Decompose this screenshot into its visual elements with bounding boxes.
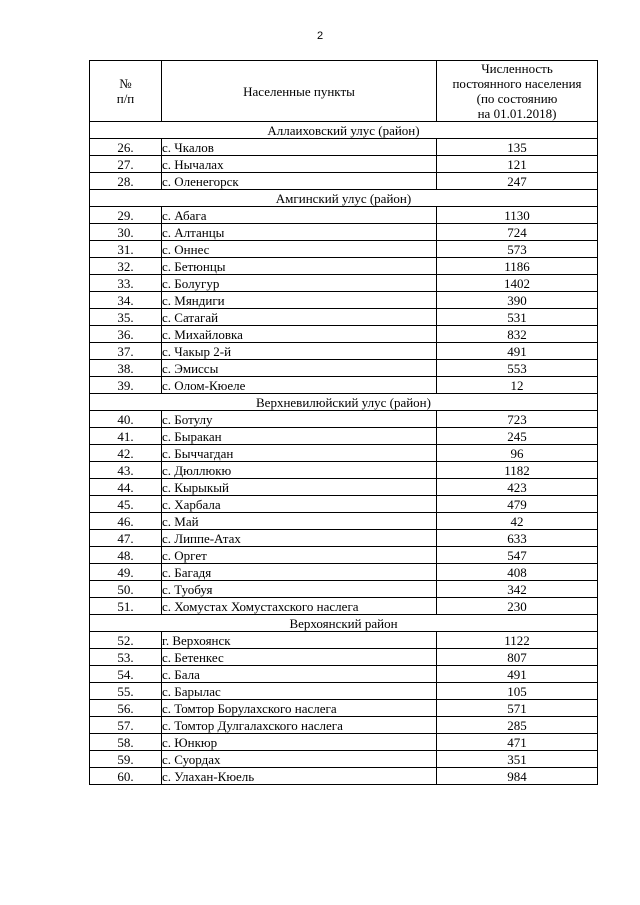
settlement-name: с. Дюллюкю — [162, 462, 437, 479]
population-value: 390 — [437, 292, 598, 309]
population-value: 105 — [437, 683, 598, 700]
settlement-name: с. Томтор Борулахского наслега — [162, 700, 437, 717]
population-value: 408 — [437, 564, 598, 581]
section-row — [90, 615, 598, 632]
row-number: 44. — [90, 479, 162, 496]
row-number: 50. — [90, 581, 162, 598]
section-title: Амгинский улус (район) — [90, 190, 598, 207]
table-row — [90, 139, 598, 156]
row-number: 43. — [90, 462, 162, 479]
settlement-name: с. Мяндиги — [162, 292, 437, 309]
table-row — [90, 428, 598, 445]
population-value: 42 — [437, 513, 598, 530]
population-value: 553 — [437, 360, 598, 377]
population-value: 491 — [437, 666, 598, 683]
table-row — [90, 292, 598, 309]
population-value: 245 — [437, 428, 598, 445]
settlement-name: с. Олом-Кюеле — [162, 377, 437, 394]
population-value: 1186 — [437, 258, 598, 275]
population-value: 547 — [437, 547, 598, 564]
population-value: 121 — [437, 156, 598, 173]
population-value: 96 — [437, 445, 598, 462]
population-value: 12 — [437, 377, 598, 394]
settlement-name: с. Нычалах — [162, 156, 437, 173]
row-number: 36. — [90, 326, 162, 343]
header-population: Численность постоянного населения (по состоянию на 01.01.2018) — [437, 61, 598, 122]
table-row — [90, 326, 598, 343]
table-row — [90, 598, 598, 615]
row-number: 53. — [90, 649, 162, 666]
row-number: 57. — [90, 717, 162, 734]
table-row — [90, 173, 598, 190]
row-number: 42. — [90, 445, 162, 462]
population-value: 471 — [437, 734, 598, 751]
row-number: 55. — [90, 683, 162, 700]
section-title: Верхневилюйский улус (район) — [90, 394, 598, 411]
row-number: 30. — [90, 224, 162, 241]
population-value: 230 — [437, 598, 598, 615]
table-row — [90, 683, 598, 700]
table-row — [90, 343, 598, 360]
settlement-name: с. Бала — [162, 666, 437, 683]
row-number: 31. — [90, 241, 162, 258]
row-number: 38. — [90, 360, 162, 377]
population-value: 723 — [437, 411, 598, 428]
settlement-name: с. Михайловка — [162, 326, 437, 343]
row-number: 33. — [90, 275, 162, 292]
table-row — [90, 649, 598, 666]
table-row — [90, 479, 598, 496]
settlement-name: с. Болугур — [162, 275, 437, 292]
row-number: 59. — [90, 751, 162, 768]
row-number: 26. — [90, 139, 162, 156]
settlement-name: с. Оргет — [162, 547, 437, 564]
table-row — [90, 751, 598, 768]
settlement-name: с. Улахан-Кюель — [162, 768, 437, 785]
section-title: Аллаиховский улус (район) — [90, 122, 598, 139]
table-row — [90, 666, 598, 683]
settlement-name: с. Юнкюр — [162, 734, 437, 751]
row-number: 46. — [90, 513, 162, 530]
table-row — [90, 156, 598, 173]
row-number: 60. — [90, 768, 162, 785]
settlement-name: с. Харбала — [162, 496, 437, 513]
population-value: 1130 — [437, 207, 598, 224]
population-value: 423 — [437, 479, 598, 496]
settlement-name: с. Томтор Дулгалахского наслега — [162, 717, 437, 734]
settlement-name: г. Верхоянск — [162, 632, 437, 649]
row-number: 49. — [90, 564, 162, 581]
section-row — [90, 394, 598, 411]
population-value: 1402 — [437, 275, 598, 292]
row-number: 45. — [90, 496, 162, 513]
row-number: 48. — [90, 547, 162, 564]
settlement-name: с. Липпе-Атах — [162, 530, 437, 547]
row-number: 28. — [90, 173, 162, 190]
settlement-name: с. Май — [162, 513, 437, 530]
table-row — [90, 462, 598, 479]
table-row — [90, 496, 598, 513]
population-value: 1122 — [437, 632, 598, 649]
section-row — [90, 190, 598, 207]
row-number: 58. — [90, 734, 162, 751]
population-value: 571 — [437, 700, 598, 717]
section-title: Верхоянский район — [90, 615, 598, 632]
table-row — [90, 224, 598, 241]
table-row — [90, 564, 598, 581]
table-row — [90, 530, 598, 547]
row-number: 54. — [90, 666, 162, 683]
table-row — [90, 717, 598, 734]
table-row — [90, 411, 598, 428]
row-number: 56. — [90, 700, 162, 717]
row-number: 27. — [90, 156, 162, 173]
row-number: 29. — [90, 207, 162, 224]
header-number: № п/п — [90, 61, 162, 122]
table-row — [90, 445, 598, 462]
population-value: 247 — [437, 173, 598, 190]
row-number: 39. — [90, 377, 162, 394]
settlement-name: с. Быччагдан — [162, 445, 437, 462]
settlement-name: с. Туобуя — [162, 581, 437, 598]
population-table — [89, 60, 598, 785]
population-value: 807 — [437, 649, 598, 666]
table-row — [90, 258, 598, 275]
row-number: 32. — [90, 258, 162, 275]
population-value: 832 — [437, 326, 598, 343]
settlement-name: с. Сатагай — [162, 309, 437, 326]
table-row — [90, 241, 598, 258]
settlement-name: с. Оленегорск — [162, 173, 437, 190]
settlement-name: с. Кырыкый — [162, 479, 437, 496]
settlement-name: с. Эмиссы — [162, 360, 437, 377]
population-value: 491 — [437, 343, 598, 360]
row-number: 37. — [90, 343, 162, 360]
table-row — [90, 734, 598, 751]
settlement-name: с. Бетюнцы — [162, 258, 437, 275]
table-header-row — [90, 61, 598, 122]
row-number: 51. — [90, 598, 162, 615]
section-row — [90, 122, 598, 139]
row-number: 41. — [90, 428, 162, 445]
population-value: 633 — [437, 530, 598, 547]
population-value: 1182 — [437, 462, 598, 479]
settlement-name: с. Чкалов — [162, 139, 437, 156]
population-value: 135 — [437, 139, 598, 156]
settlement-name: с. Бетенкес — [162, 649, 437, 666]
table-row — [90, 700, 598, 717]
table-row — [90, 513, 598, 530]
population-value: 479 — [437, 496, 598, 513]
row-number: 35. — [90, 309, 162, 326]
row-number: 40. — [90, 411, 162, 428]
row-number: 52. — [90, 632, 162, 649]
settlement-name: с. Оннес — [162, 241, 437, 258]
population-value: 531 — [437, 309, 598, 326]
population-value: 984 — [437, 768, 598, 785]
settlement-name: с. Абага — [162, 207, 437, 224]
table-row — [90, 309, 598, 326]
population-value: 573 — [437, 241, 598, 258]
table-row — [90, 377, 598, 394]
table-row — [90, 581, 598, 598]
header-settlements: Населенные пункты — [162, 61, 437, 122]
table-row — [90, 547, 598, 564]
settlement-name: с. Барылас — [162, 683, 437, 700]
page-number: 2 — [316, 30, 324, 42]
table-row — [90, 275, 598, 292]
population-value: 342 — [437, 581, 598, 598]
population-value: 285 — [437, 717, 598, 734]
table-body — [90, 122, 598, 785]
table-row — [90, 632, 598, 649]
settlement-name: с. Багадя — [162, 564, 437, 581]
settlement-name: с. Алтанцы — [162, 224, 437, 241]
row-number: 34. — [90, 292, 162, 309]
settlement-name: с. Суордах — [162, 751, 437, 768]
population-value: 351 — [437, 751, 598, 768]
population-value: 724 — [437, 224, 598, 241]
row-number: 47. — [90, 530, 162, 547]
settlement-name: с. Быракан — [162, 428, 437, 445]
settlement-name: с. Ботулу — [162, 411, 437, 428]
settlement-name: с. Чакыр 2-й — [162, 343, 437, 360]
table-row — [90, 207, 598, 224]
table-row — [90, 360, 598, 377]
table-row — [90, 768, 598, 785]
settlement-name: с. Хомустах Хомустахского наслега — [162, 598, 437, 615]
